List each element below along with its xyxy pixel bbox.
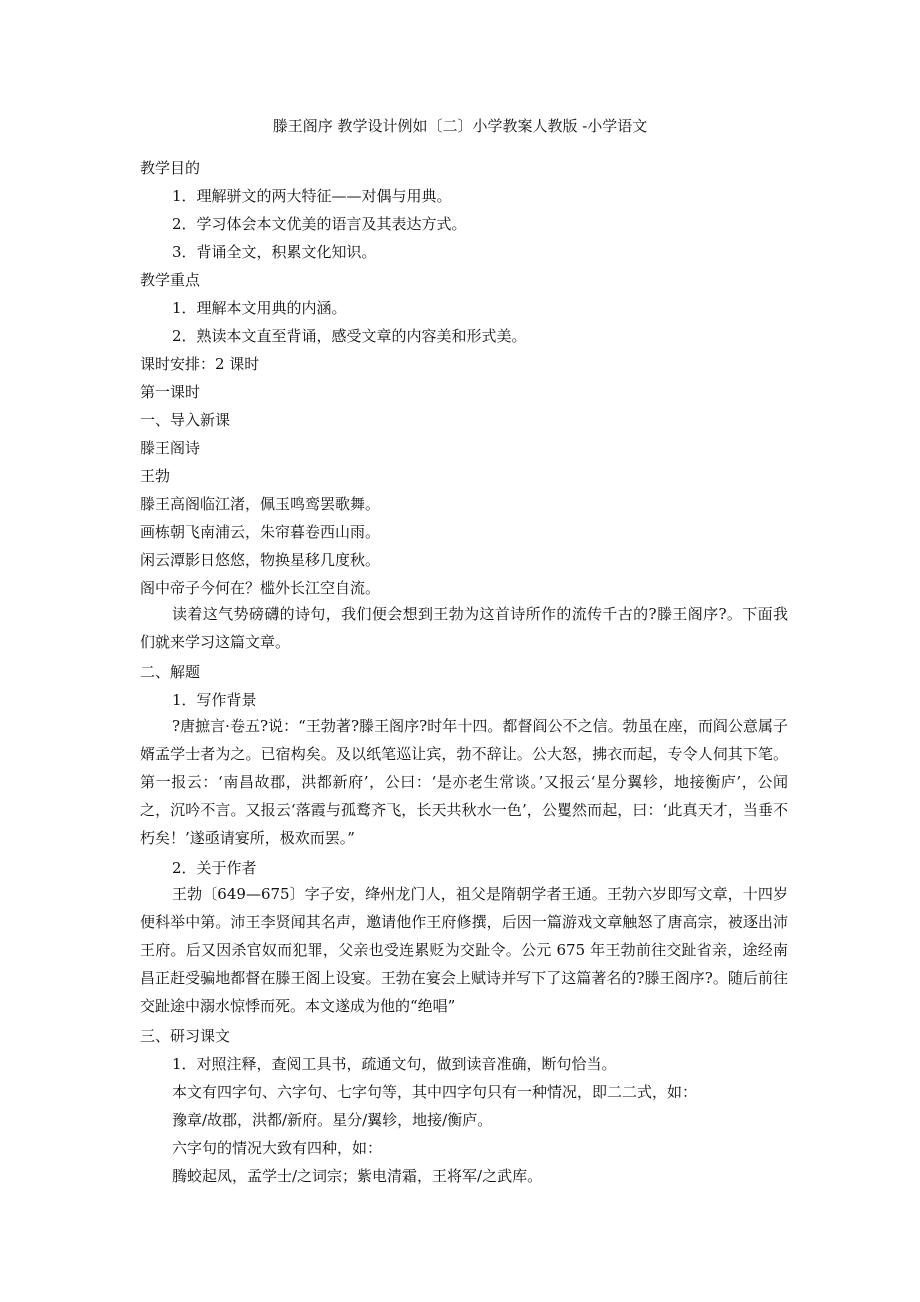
poem-line: 滕王高阁临江渚，佩玉鸣鸾罢歌舞。 xyxy=(140,495,381,513)
objective-item: 3．背诵全文，积累文化知识。 xyxy=(172,243,377,261)
poem-line: 画栋朝飞南浦云，朱帘暮卷西山雨。 xyxy=(140,523,381,541)
author-heading: 2．关于作者 xyxy=(172,859,257,877)
objectives-heading: 教学目的 xyxy=(140,159,201,177)
schedule-line: 课时安排：2 课时 xyxy=(140,355,260,373)
study-item: 1．对照注释，查阅工具书，疏通文句，做到读音准确，断句恰当。 xyxy=(172,1055,617,1073)
focus-heading: 教学重点 xyxy=(140,271,201,289)
poem-author: 王勃 xyxy=(140,467,171,485)
lesson-heading: 第一课时 xyxy=(140,383,201,401)
four-char-example: 豫章/故郡，洪都/新府。星分/翼轸，地接/衡庐。 xyxy=(172,1111,493,1129)
intro-paragraph: 读着这气势磅礴的诗句，我们便会想到王勃为这首诗所作的流传千古的?滕王阁序?。下面我们就来学习这篇文章。 xyxy=(140,605,788,651)
background-paragraph: ?唐摭言·卷五?说：“王勃著?滕王阁序?时年十四。都督阎公不之信。勃虽在座，而阎公意属子婿孟学士者为之。已宿构矣。及以纸笔巡让宾，勃不辞让。公大怒，拂衣而起，专令人伺其下笔。第一报云：‘南昌故郡，洪都新府’，公曰：‘是亦老生常谈。’又报云‘星分翼轸，地接衡庐’，公闻之，沉吟不言。又报云‘落霞与孤鹜齐飞，长天共秋水一色’，公矍然而起，曰：‘此真天才，当垂不朽矣！’遂亟请宴所，极欢而罢。” xyxy=(140,717,788,847)
poem-line: 闲云潭影日悠悠，物换星移几度秋。 xyxy=(140,551,381,569)
author-paragraph: 王勃〔649—675〕字子安，绛州龙门人，祖父是隋朝学者王通。王勃六岁即写文章，十四岁便科举中第。沛王李贤闻其名声，邀请他作王府修撰，后因一篇游戏文章触怒了唐高宗，被逐出沛王府。后又因杀官奴而犯罪，父亲也受连累贬为交趾令。公元 675 年王勃前往交趾省亲，途经南昌正赶受骗地都督在滕王阁上设宴。王勃在宴会上赋诗并写下了这篇著名的?滕王阁序?。随后前往交趾途中溺水惊悸而死。本文遂成为他的“绝唱” xyxy=(140,885,788,1015)
focus-item: 1．理解本文用典的内涵。 xyxy=(172,299,347,317)
focus-item: 2．熟读本文直至背诵，感受文章的内容美和形式美。 xyxy=(172,327,527,345)
poem-title: 滕王阁诗 xyxy=(140,439,201,457)
objective-item: 2．学习体会本文优美的语言及其表达方式。 xyxy=(172,215,467,233)
intro-heading: 一、导入新课 xyxy=(140,411,231,429)
study-heading: 三、研习课文 xyxy=(140,1027,231,1045)
background-heading: 1．写作背景 xyxy=(172,691,257,709)
six-char-intro: 六字句的情况大致有四种，如： xyxy=(172,1139,383,1157)
four-char-intro: 本文有四字句、六字句、七字句等，其中四字句只有一种情况，即二二式，如： xyxy=(172,1083,698,1101)
objective-item: 1．理解骈文的两大特征——对偶与用典。 xyxy=(172,187,452,205)
six-char-example: 腾蛟起凤，孟学士/之词宗；紫电清霜，王将军/之武库。 xyxy=(172,1167,543,1185)
explain-heading: 二、解题 xyxy=(140,663,201,681)
poem-line: 阁中帝子今何在？槛外长江空自流。 xyxy=(140,579,381,597)
document-title: 滕王阁序 教学设计例如〔二〕小学教案人教版 -小学语文 xyxy=(272,117,648,135)
